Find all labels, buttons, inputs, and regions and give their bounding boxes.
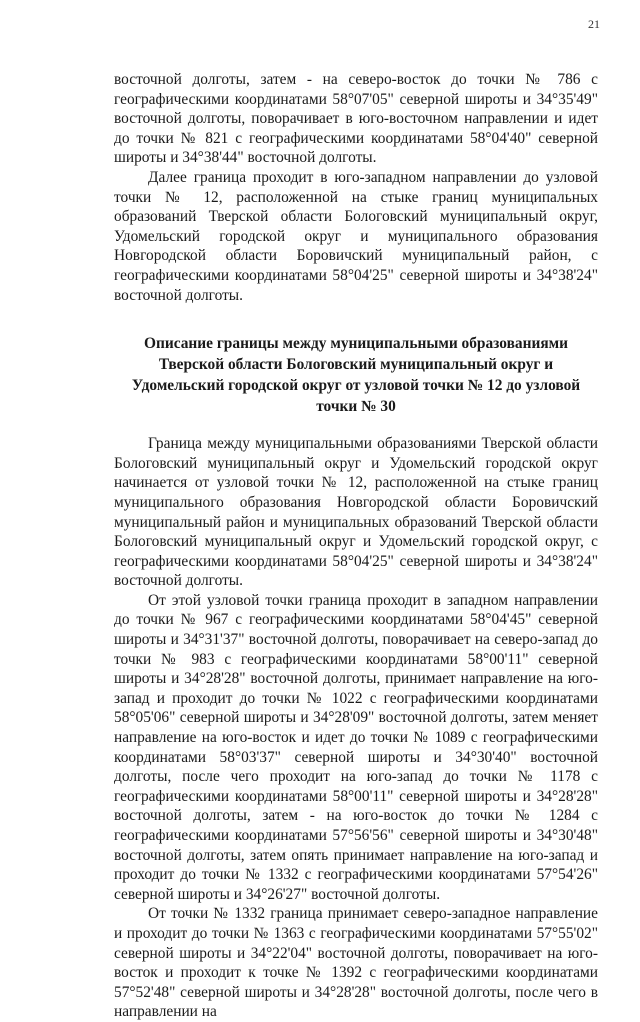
spacer	[114, 417, 598, 434]
document-body	[114, 70, 598, 1022]
paragraph-boundary-continued: От точки № 1332 граница принимает северо-западное направление и проходит до точки № 1363 с географическими координатами 57°55'02" северной широты и 34°22'04" восточной долготы, поворачивает на юго-восток и проходит к точке № 1392 с географическими координатами 57°52'48" северной широты и 34°28'28" восточной долготы, после чего в направлении на	[114, 905, 598, 1021]
paragraph-continued: восточной долготы, затем - на северо-восток до точки № 786 с географическими координатами 58°07'05" северной широты и 34°35'49" восточной долготы, поворачивает в юго-восточном направлении и идет до точки № 821 с географическими координатами 58°04'40" северной широты и 34°38'44" восточной долготы.	[114, 71, 598, 167]
spacer	[114, 305, 598, 333]
page-number: 21	[588, 17, 600, 31]
paragraph-boundary-route: От этой узловой точки граница проходит в западном направлении до точки № 967 с географическими координатами 58°04'45" северной широты и 34°31'37" восточной долготы, поворачивает на северо-запад до точки № 983 с географическими координатами 58°00'11" северной широты и 34°28'28" восточной долготы, принимает направление на юго-запад и проходит до точки № 1022 с географическими координатами 58°05'06" северной широты и 34°28'09" восточной долготы, затем меняет направление на юго-восток и идет до точки № 1089 с географическими координатами 58°03'37" северной широты и 34°30'40" восточной долготы, после чего проходит на юго-запад до точки № 1178 с географическими координатами 58°00'11" северной широты и 34°28'28" восточной долготы, затем - на юго-восток до точки № 1284 с географическими координатами 57°56'56" северной широты и 34°30'48" восточной долготы, затем опять принимает направление на юго-запад и проходит до точки № 1332 с географическими координатами 57°54'26" северной широты и 34°26'27" восточной долготы.	[114, 591, 598, 903]
paragraph-boundary-start: Граница между муниципальными образованиями Тверской области Бологовский муниципальный округ и Удомельский городской округ начинается от узловой точки № 12, расположенной на стыке границ муниципального образования Новгородской области Боровичский муниципальный район и муниципальных образований Тверской области Бологовский муниципальный округ и Удомельский городской округ, с географическими координатами 58°04'25" северной широты и 34°38'24" восточной долготы.	[114, 435, 598, 590]
section-heading: Описание границы между муниципальными образованиями Тверской области Бологовский муниципальный округ и Удомельский городской округ от узловой точки № 12 до узловой точки № 30	[131, 335, 581, 416]
paragraph-node-12: Далее граница проходит в юго-западном направлении до узловой точки № 12, расположенной на стыке границ муниципальных образований Тверской области Бологовский муниципальный округ, Удомельский городской округ и муниципального образования Новгородской области Боровичский муниципальный район, с географическими координатами 58°04'25" северной широты и 34°38'24" восточной долготы.	[114, 168, 598, 304]
